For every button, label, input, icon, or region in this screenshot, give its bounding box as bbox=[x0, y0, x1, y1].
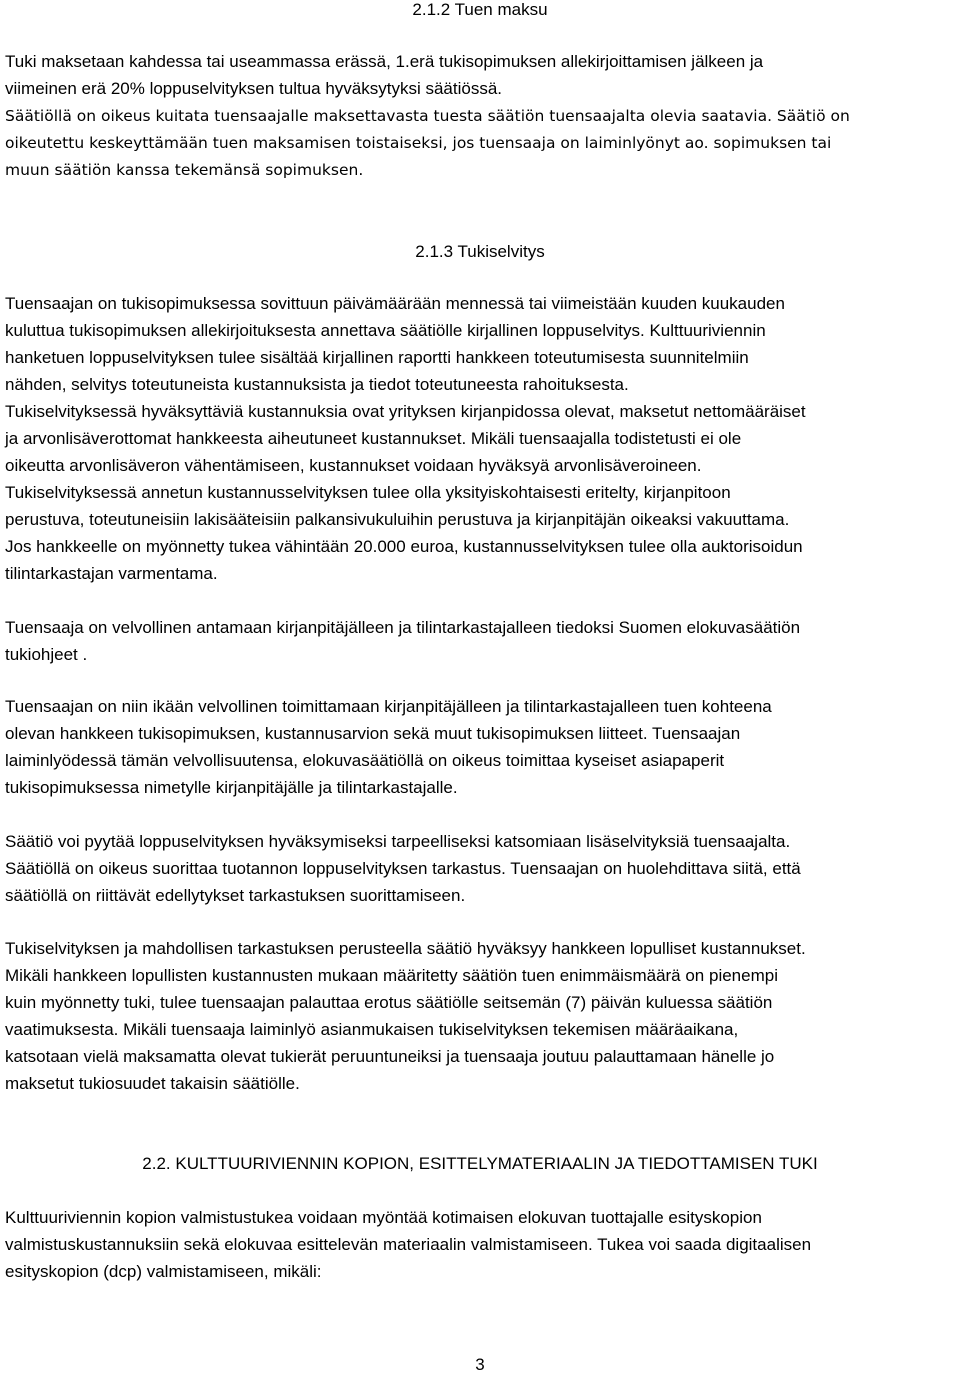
text-line: Säätiöllä on oikeus kuitata tuensaajalle maksettavasta tuesta säätiön tuensaajalta olevia saatavia. Säätiö on bbox=[5, 107, 850, 125]
text-line: maksetut tukiosuudet takaisin säätiölle. bbox=[5, 1074, 300, 1093]
text-line: Tuensaajan on tukisopimuksessa sovittuun päivämäärään mennessä tai viimeistään kuuden kuukauden bbox=[5, 294, 785, 313]
text-line: vaatimuksesta. Mikäli tuensaaja laiminlyö asianmukaisen tukiselvityksen tekemisen määräaikana, bbox=[5, 1020, 739, 1039]
section-heading-tuen-maksu: 2.1.2 Tuen maksu bbox=[412, 0, 548, 19]
text-line: katsotaan vielä maksamatta olevat tukierät peruuntuneiksi ja tuensaaja joutuu palauttamaan hänelle jo bbox=[5, 1047, 775, 1066]
text-line: kuin myönnetty tuki, tulee tuensaajan palauttaa erotus säätiölle seitsemän (7) päivän kuluessa säätiön bbox=[5, 993, 773, 1012]
text-line: Tuki maksetaan kahdessa tai useammassa erässä, 1.erä tukisopimuksen allekirjoittamisen jälkeen ja bbox=[5, 52, 764, 71]
text-line: tukisopimuksessa nimetylle kirjanpitäjälle ja tilintarkastajalle. bbox=[5, 778, 458, 797]
text-line: kuluttua tukisopimuksen allekirjoituksesta annettava säätiölle kirjallinen loppuselvitys. Kulttuuriviennin bbox=[5, 321, 766, 340]
text-line: ja arvonlisäverottomat hankkeesta aiheutuneet kustannukset. Mikäli tuensaajalla todistetusti ei ole bbox=[5, 429, 742, 448]
text-line: esityskopion (dcp) valmistamiseen, mikäli: bbox=[5, 1262, 322, 1281]
text-line: nähden, selvitys toteutuneista kustannuksista ja tiedot toteutuneesta rahoituksesta. bbox=[5, 375, 629, 394]
text-line: Jos hankkeelle on myönnetty tukea vähintään 20.000 euroa, kustannusselvityksen tulee olla auktorisoidun bbox=[5, 537, 803, 556]
section-heading-tukiselvitys: 2.1.3 Tukiselvitys bbox=[415, 242, 545, 261]
text-line: Tukiselvityksessä hyväksyttäviä kustannuksia ovat yrityksen kirjanpidossa olevat, maksetut nettomääräiset bbox=[5, 402, 806, 421]
text-line: Säätiöllä on oikeus suorittaa tuotannon loppuselvityksen tarkastus. Tuensaajan on huolehdittava siitä, että bbox=[5, 859, 801, 878]
text-line: laiminlyödessä tämän velvollisuutensa, elokuvasäätiöllä on oikeus toimittaa kyseiset asiapaperit bbox=[5, 751, 725, 770]
text-line: viimeinen erä 20% loppuselvityksen tultua hyväksytyksi säätiössä. bbox=[5, 79, 503, 98]
text-line: Tuensaajan on niin ikään velvollinen toimittamaan kirjanpitäjälleen ja tilintarkastajalleen tuen kohteena bbox=[5, 697, 772, 716]
text-line: Säätiö voi pyytää loppuselvityksen hyväksymiseksi tarpeelliseksi katsomiaan lisäselvityksiä tuensaajalta. bbox=[5, 832, 791, 851]
text-line: tukiohjeet . bbox=[5, 645, 88, 664]
text-line: perustuva, toteutuneisiin lakisääteisiin palkansivukuluihin perustuva ja kirjanpitäjän oikeaksi vakuuttama. bbox=[5, 510, 790, 529]
text-line: säätiöllä on riittävät edellytykset tarkastuksen suorittamiseen. bbox=[5, 886, 466, 905]
text-line: Tuensaaja on velvollinen antamaan kirjanpitäjälleen ja tilintarkastajalleen tiedoksi Suomen elokuvasäätiön bbox=[5, 618, 801, 637]
text-line: oikeutta arvonlisäveron vähentämiseen, kustannukset voidaan hyväksyä arvonlisäveroineen. bbox=[5, 456, 702, 475]
text-line: hanketuen loppuselvityksen tulee sisältää kirjallinen raportti hankkeen toteutumisesta suunnitelmiin bbox=[5, 348, 749, 367]
text-line: muun säätiön kanssa tekemänsä sopimuksen. bbox=[5, 161, 364, 179]
text-line: Kulttuuriviennin kopion valmistustukea voidaan myöntää kotimaisen elokuvan tuottajalle esityskopion bbox=[5, 1208, 762, 1227]
text-line: valmistuskustannuksiin sekä elokuvaa esittelevän materiaalin valmistamiseen. Tukea voi saada digitaalisen bbox=[5, 1235, 812, 1254]
text-line: Tukiselvityksessä annetun kustannusselvityksen tulee olla yksityiskohtaisesti eritelty, kirjanpitoon bbox=[5, 483, 731, 502]
section-heading-kulttuuriviennin-kopio: 2.2. KULTTUURIVIENNIN KOPION, ESITTELYMATERIAALIN JA TIEDOTTAMISEN TUKI bbox=[142, 1154, 818, 1173]
page-number: 3 bbox=[475, 1355, 485, 1374]
text-line: Mikäli hankkeen lopullisten kustannusten mukaan määritetty säätiön tuen enimmäismäärä on pienempi bbox=[5, 966, 778, 985]
text-line: tilintarkastajan varmentama. bbox=[5, 564, 218, 583]
text-line: Tukiselvityksen ja mahdollisen tarkastuksen perusteella säätiö hyväksyy hankkeen lopulliset kustannukset. bbox=[5, 939, 806, 958]
text-line: olevan hankkeen tukisopimuksen, kustannusarvion sekä muut tukisopimuksen liitteet. Tuensaajan bbox=[5, 724, 741, 743]
text-line: oikeutettu keskeyttämään tuen maksamisen toistaiseksi, jos tuensaaja on laiminlyönyt ao. sopimuksen tai bbox=[5, 134, 832, 152]
